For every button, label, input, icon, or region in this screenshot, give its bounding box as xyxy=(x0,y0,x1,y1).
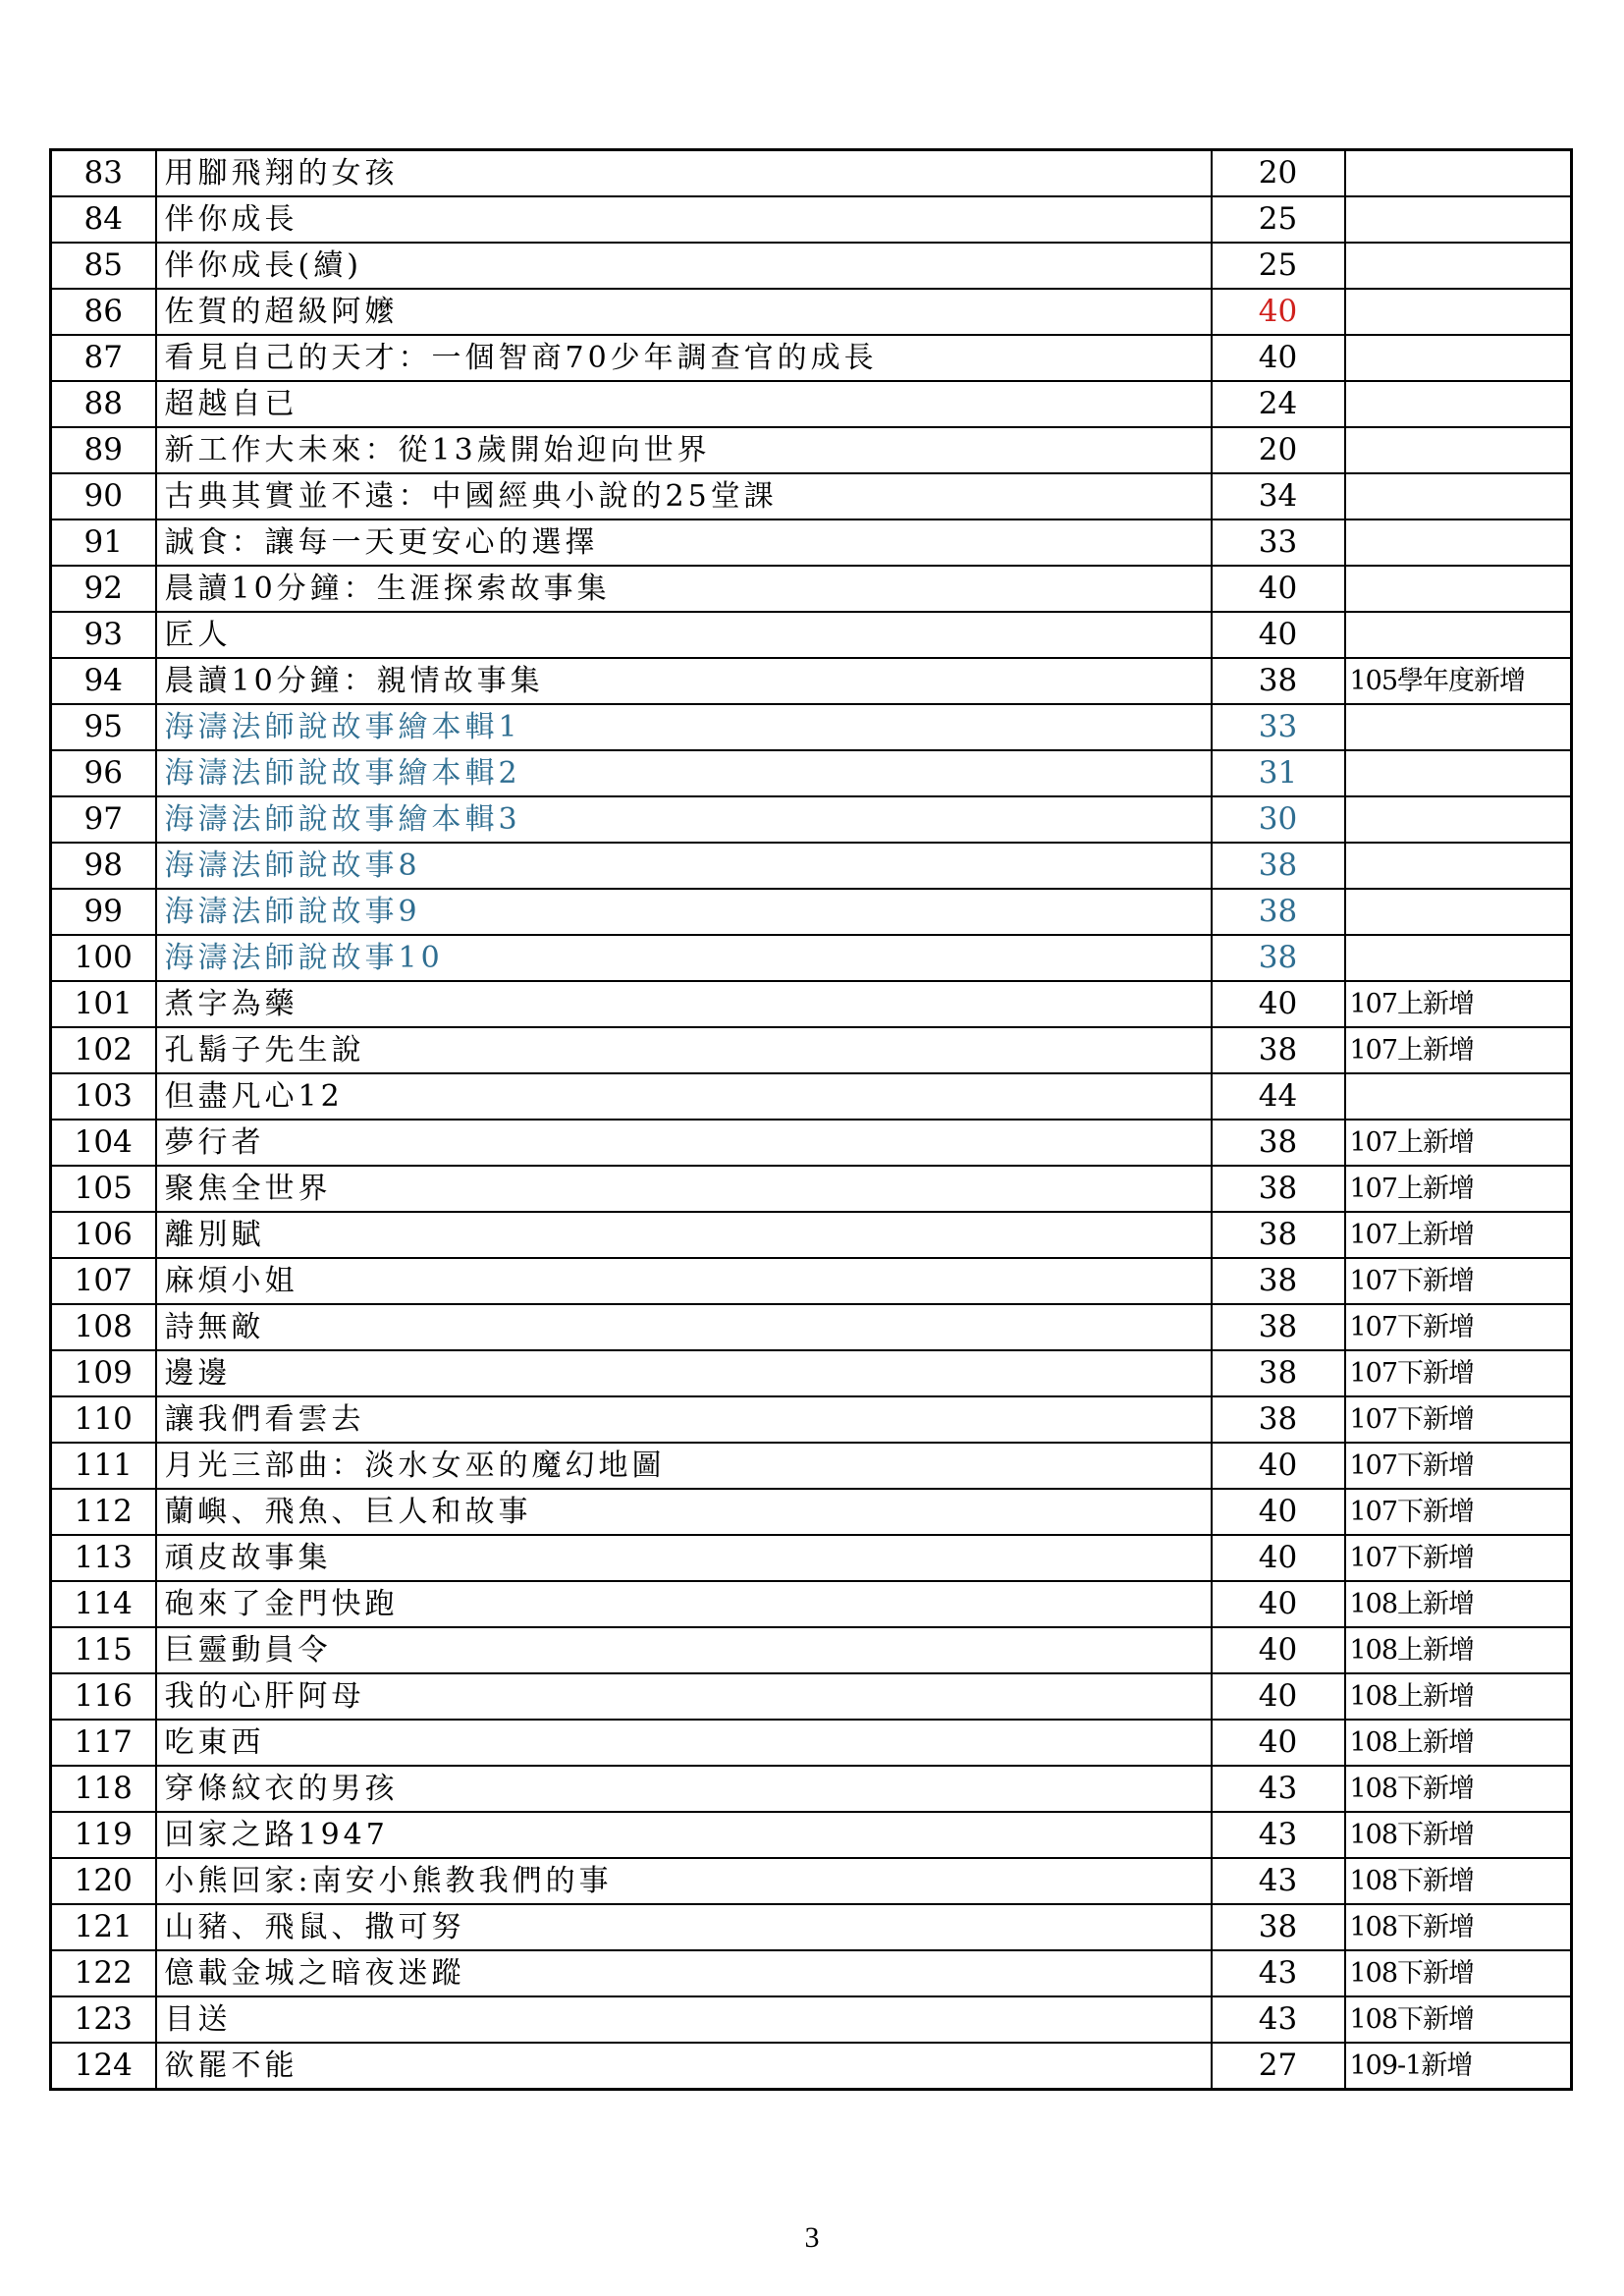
table-row xyxy=(51,1673,1572,1720)
quantity-cell: 34 xyxy=(1212,473,1345,519)
note-cell: 108上新增 xyxy=(1345,1720,1572,1766)
note-cell xyxy=(1345,519,1572,566)
row-number-cell: 83 xyxy=(51,150,156,197)
book-title-cell: 煮字為藥 xyxy=(156,981,1212,1027)
note-cell xyxy=(1345,1073,1572,1120)
book-title-cell: 山豬、飛鼠、撒可努 xyxy=(156,1904,1212,1950)
row-number-cell: 120 xyxy=(51,1858,156,1904)
row-number-cell: 101 xyxy=(51,981,156,1027)
row-number-cell: 121 xyxy=(51,1904,156,1950)
book-title-cell: 海濤法師說故事繪本輯3 xyxy=(156,796,1212,843)
table-row xyxy=(51,1766,1572,1812)
book-title-cell: 晨讀10分鐘：生涯探索故事集 xyxy=(156,566,1212,612)
quantity-cell: 40 xyxy=(1212,1720,1345,1766)
note-cell xyxy=(1345,750,1572,796)
book-title-cell: 吃東西 xyxy=(156,1720,1212,1766)
row-number-cell: 100 xyxy=(51,935,156,981)
row-number-cell: 107 xyxy=(51,1258,156,1304)
table-row xyxy=(51,289,1572,335)
table-row xyxy=(51,1812,1572,1858)
quantity-cell: 43 xyxy=(1212,1766,1345,1812)
row-number-cell: 123 xyxy=(51,1996,156,2043)
row-number-cell: 104 xyxy=(51,1120,156,1166)
row-number-cell: 111 xyxy=(51,1443,156,1489)
table-row xyxy=(51,473,1572,519)
book-title-cell: 誠食：讓每一天更安心的選擇 xyxy=(156,519,1212,566)
quantity-cell: 40 xyxy=(1212,1581,1345,1627)
note-cell: 105學年度新增 xyxy=(1345,658,1572,704)
book-list-body xyxy=(51,150,1572,2090)
table-row xyxy=(51,150,1572,197)
table-row xyxy=(51,243,1572,289)
table-row xyxy=(51,566,1572,612)
book-title-cell: 砲來了金門快跑 xyxy=(156,1581,1212,1627)
quantity-cell: 40 xyxy=(1212,566,1345,612)
note-cell: 109-1新增 xyxy=(1345,2043,1572,2090)
quantity-cell: 38 xyxy=(1212,843,1345,889)
book-title-cell: 但盡凡心12 xyxy=(156,1073,1212,1120)
table-row xyxy=(51,935,1572,981)
table-row xyxy=(51,2043,1572,2090)
quantity-cell: 44 xyxy=(1212,1073,1345,1120)
note-cell xyxy=(1345,704,1572,750)
book-title-cell: 夢行者 xyxy=(156,1120,1212,1166)
note-cell xyxy=(1345,150,1572,197)
note-cell xyxy=(1345,381,1572,427)
quantity-cell: 40 xyxy=(1212,1627,1345,1673)
note-cell: 107下新增 xyxy=(1345,1443,1572,1489)
book-title-cell: 麻煩小姐 xyxy=(156,1258,1212,1304)
book-title-cell: 億載金城之暗夜迷蹤 xyxy=(156,1950,1212,1996)
quantity-cell: 43 xyxy=(1212,1858,1345,1904)
note-cell xyxy=(1345,335,1572,381)
note-cell: 108上新增 xyxy=(1345,1581,1572,1627)
quantity-cell: 40 xyxy=(1212,1673,1345,1720)
row-number-cell: 114 xyxy=(51,1581,156,1627)
row-number-cell: 89 xyxy=(51,427,156,473)
note-cell: 107上新增 xyxy=(1345,1166,1572,1212)
note-cell: 107下新增 xyxy=(1345,1350,1572,1396)
row-number-cell: 117 xyxy=(51,1720,156,1766)
note-cell xyxy=(1345,243,1572,289)
quantity-cell: 38 xyxy=(1212,1027,1345,1073)
table-row xyxy=(51,1720,1572,1766)
book-title-cell: 佐賀的超級阿嬤 xyxy=(156,289,1212,335)
note-cell: 107上新增 xyxy=(1345,981,1572,1027)
table-row xyxy=(51,1166,1572,1212)
note-cell: 107下新增 xyxy=(1345,1258,1572,1304)
row-number-cell: 95 xyxy=(51,704,156,750)
row-number-cell: 110 xyxy=(51,1396,156,1443)
book-title-cell: 頑皮故事集 xyxy=(156,1535,1212,1581)
book-title-cell: 離別賦 xyxy=(156,1212,1212,1258)
book-title-cell: 回家之路1947 xyxy=(156,1812,1212,1858)
table-row xyxy=(51,196,1572,243)
quantity-cell: 43 xyxy=(1212,1812,1345,1858)
quantity-cell: 24 xyxy=(1212,381,1345,427)
row-number-cell: 105 xyxy=(51,1166,156,1212)
note-cell xyxy=(1345,566,1572,612)
quantity-cell: 33 xyxy=(1212,519,1345,566)
row-number-cell: 113 xyxy=(51,1535,156,1581)
book-title-cell: 聚焦全世界 xyxy=(156,1166,1212,1212)
table-row xyxy=(51,381,1572,427)
note-cell: 107下新增 xyxy=(1345,1396,1572,1443)
note-cell xyxy=(1345,935,1572,981)
table-row xyxy=(51,519,1572,566)
note-cell: 107上新增 xyxy=(1345,1212,1572,1258)
row-number-cell: 109 xyxy=(51,1350,156,1396)
table-row xyxy=(51,427,1572,473)
note-cell xyxy=(1345,427,1572,473)
quantity-cell: 38 xyxy=(1212,1258,1345,1304)
row-number-cell: 98 xyxy=(51,843,156,889)
row-number-cell: 90 xyxy=(51,473,156,519)
table-row xyxy=(51,704,1572,750)
table-row xyxy=(51,612,1572,658)
note-cell: 108下新增 xyxy=(1345,1904,1572,1950)
row-number-cell: 99 xyxy=(51,889,156,935)
note-cell: 108下新增 xyxy=(1345,1950,1572,1996)
quantity-cell: 38 xyxy=(1212,1166,1345,1212)
quantity-cell: 31 xyxy=(1212,750,1345,796)
row-number-cell: 87 xyxy=(51,335,156,381)
note-cell: 108下新增 xyxy=(1345,1996,1572,2043)
quantity-cell: 40 xyxy=(1212,335,1345,381)
quantity-cell: 38 xyxy=(1212,1350,1345,1396)
note-cell: 107上新增 xyxy=(1345,1027,1572,1073)
note-cell: 107下新增 xyxy=(1345,1535,1572,1581)
table-row xyxy=(51,1258,1572,1304)
book-title-cell: 巨靈動員令 xyxy=(156,1627,1212,1673)
note-cell xyxy=(1345,196,1572,243)
book-title-cell: 海濤法師說故事8 xyxy=(156,843,1212,889)
quantity-cell: 25 xyxy=(1212,196,1345,243)
row-number-cell: 103 xyxy=(51,1073,156,1120)
book-title-cell: 新工作大未來：從13歲開始迎向世界 xyxy=(156,427,1212,473)
row-number-cell: 118 xyxy=(51,1766,156,1812)
row-number-cell: 115 xyxy=(51,1627,156,1673)
book-title-cell: 古典其實並不遠：中國經典小說的25堂課 xyxy=(156,473,1212,519)
quantity-cell: 43 xyxy=(1212,1996,1345,2043)
book-title-cell: 海濤法師說故事繪本輯1 xyxy=(156,704,1212,750)
table-row xyxy=(51,1443,1572,1489)
quantity-cell: 43 xyxy=(1212,1950,1345,1996)
table-row xyxy=(51,1073,1572,1120)
book-title-cell: 海濤法師說故事10 xyxy=(156,935,1212,981)
note-cell: 107上新增 xyxy=(1345,1120,1572,1166)
row-number-cell: 96 xyxy=(51,750,156,796)
quantity-cell: 38 xyxy=(1212,1120,1345,1166)
note-cell xyxy=(1345,889,1572,935)
row-number-cell: 85 xyxy=(51,243,156,289)
table-row xyxy=(51,981,1572,1027)
row-number-cell: 102 xyxy=(51,1027,156,1073)
table-row xyxy=(51,658,1572,704)
note-cell xyxy=(1345,289,1572,335)
book-list-table xyxy=(49,148,1573,2091)
book-title-cell: 小熊回家:南安小熊教我們的事 xyxy=(156,1858,1212,1904)
row-number-cell: 119 xyxy=(51,1812,156,1858)
table-row xyxy=(51,335,1572,381)
row-number-cell: 124 xyxy=(51,2043,156,2090)
note-cell: 107下新增 xyxy=(1345,1304,1572,1350)
book-title-cell: 看見自己的天才：一個智商70少年調查官的成長 xyxy=(156,335,1212,381)
page-number: 3 xyxy=(804,2221,820,2254)
book-title-cell: 海濤法師說故事繪本輯2 xyxy=(156,750,1212,796)
quantity-cell: 40 xyxy=(1212,1443,1345,1489)
note-cell: 108上新增 xyxy=(1345,1627,1572,1673)
note-cell: 107下新增 xyxy=(1345,1489,1572,1535)
quantity-cell: 38 xyxy=(1212,658,1345,704)
row-number-cell: 92 xyxy=(51,566,156,612)
quantity-cell: 40 xyxy=(1212,981,1345,1027)
quantity-cell: 30 xyxy=(1212,796,1345,843)
quantity-cell: 38 xyxy=(1212,1396,1345,1443)
table-row xyxy=(51,1027,1572,1073)
book-title-cell: 伴你成長 xyxy=(156,196,1212,243)
note-cell xyxy=(1345,473,1572,519)
row-number-cell: 94 xyxy=(51,658,156,704)
row-number-cell: 97 xyxy=(51,796,156,843)
book-title-cell: 伴你成長(續) xyxy=(156,243,1212,289)
row-number-cell: 122 xyxy=(51,1950,156,1996)
row-number-cell: 112 xyxy=(51,1489,156,1535)
row-number-cell: 108 xyxy=(51,1304,156,1350)
book-title-cell: 匠人 xyxy=(156,612,1212,658)
book-title-cell: 晨讀10分鐘：親情故事集 xyxy=(156,658,1212,704)
table-row xyxy=(51,1904,1572,1950)
row-number-cell: 88 xyxy=(51,381,156,427)
quantity-cell: 40 xyxy=(1212,1535,1345,1581)
book-title-cell: 蘭嶼、飛魚、巨人和故事 xyxy=(156,1489,1212,1535)
table-row xyxy=(51,1396,1572,1443)
table-row xyxy=(51,1950,1572,1996)
quantity-cell: 20 xyxy=(1212,427,1345,473)
book-title-cell: 欲罷不能 xyxy=(156,2043,1212,2090)
book-title-cell: 穿條紋衣的男孩 xyxy=(156,1766,1212,1812)
quantity-cell: 33 xyxy=(1212,704,1345,750)
book-title-cell: 詩無敵 xyxy=(156,1304,1212,1350)
book-title-cell: 用腳飛翔的女孩 xyxy=(156,150,1212,197)
note-cell: 108上新增 xyxy=(1345,1673,1572,1720)
quantity-cell: 40 xyxy=(1212,289,1345,335)
table-row xyxy=(51,1350,1572,1396)
quantity-cell: 38 xyxy=(1212,889,1345,935)
quantity-cell: 38 xyxy=(1212,1304,1345,1350)
row-number-cell: 106 xyxy=(51,1212,156,1258)
note-cell xyxy=(1345,796,1572,843)
row-number-cell: 84 xyxy=(51,196,156,243)
book-title-cell: 邊邊 xyxy=(156,1350,1212,1396)
table-row xyxy=(51,843,1572,889)
table-row xyxy=(51,750,1572,796)
quantity-cell: 38 xyxy=(1212,935,1345,981)
table-row xyxy=(51,1996,1572,2043)
table-row xyxy=(51,1120,1572,1166)
quantity-cell: 40 xyxy=(1212,1489,1345,1535)
table-row xyxy=(51,1581,1572,1627)
book-title-cell: 海濤法師說故事9 xyxy=(156,889,1212,935)
table-row xyxy=(51,889,1572,935)
book-title-cell: 目送 xyxy=(156,1996,1212,2043)
table-row xyxy=(51,1212,1572,1258)
quantity-cell: 38 xyxy=(1212,1212,1345,1258)
table-row xyxy=(51,1304,1572,1350)
quantity-cell: 40 xyxy=(1212,612,1345,658)
quantity-cell: 25 xyxy=(1212,243,1345,289)
book-title-cell: 讓我們看雲去 xyxy=(156,1396,1212,1443)
note-cell xyxy=(1345,612,1572,658)
book-title-cell: 超越自已 xyxy=(156,381,1212,427)
row-number-cell: 91 xyxy=(51,519,156,566)
quantity-cell: 27 xyxy=(1212,2043,1345,2090)
table-row xyxy=(51,1627,1572,1673)
quantity-cell: 38 xyxy=(1212,1904,1345,1950)
book-title-cell: 孔鬍子先生說 xyxy=(156,1027,1212,1073)
table-row xyxy=(51,1858,1572,1904)
note-cell: 108下新增 xyxy=(1345,1812,1572,1858)
note-cell: 108下新增 xyxy=(1345,1858,1572,1904)
table-row xyxy=(51,1535,1572,1581)
table-row xyxy=(51,1489,1572,1535)
book-title-cell: 月光三部曲：淡水女巫的魔幻地圖 xyxy=(156,1443,1212,1489)
note-cell: 108下新增 xyxy=(1345,1766,1572,1812)
row-number-cell: 86 xyxy=(51,289,156,335)
book-title-cell: 我的心肝阿母 xyxy=(156,1673,1212,1720)
quantity-cell: 20 xyxy=(1212,150,1345,197)
row-number-cell: 93 xyxy=(51,612,156,658)
row-number-cell: 116 xyxy=(51,1673,156,1720)
table-row xyxy=(51,796,1572,843)
note-cell xyxy=(1345,843,1572,889)
